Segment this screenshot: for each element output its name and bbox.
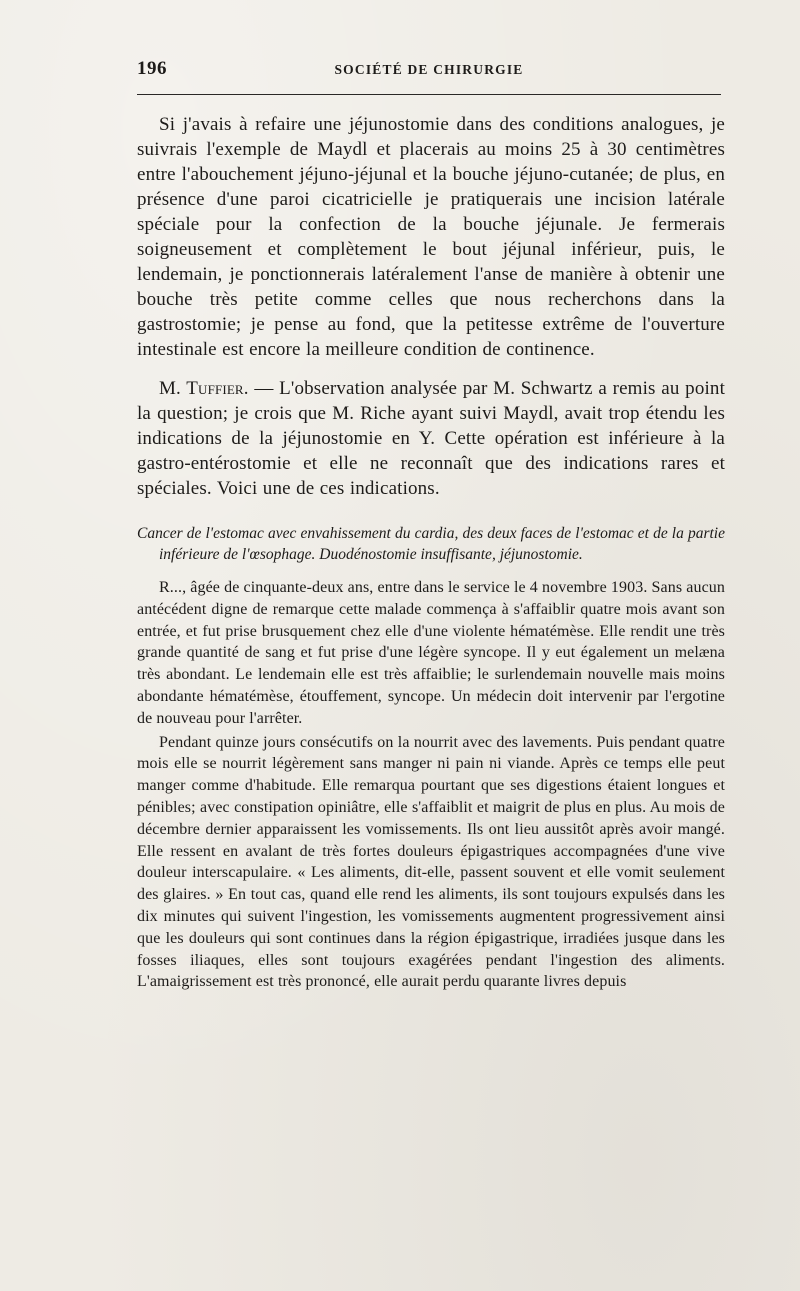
page-header (137, 56, 721, 86)
paragraph-jejunostomy-opinion: Si j'avais à refaire une jéjunostomie dans des conditions analogues, je suivrais l'exemple de Maydl et placerais au moins 25 à 30 centimètres entre l'abouchement jéjuno-jéjunal et la bouche jéjuno-cutanée; de plus, en présence d'une paroi cicatricielle je pratiquerais une incision latérale spéciale pour la confection de la bouche jéjunale. Je fermerais soigneusement et complètement le bout jéjunal inférieur, puis, le lendemain, je ponctionnerais latéralement l'anse de manière à obtenir une bouche très petite comme celles que nous recherchons dans la gastrostomie; je pense au fond, que la petitesse extrême de l'ouverture intestinale est encore la meilleure condition de continence. (137, 114, 725, 360)
speaker-name: M. Tuffier. (159, 378, 249, 399)
paragraph-case-history: R..., âgée de cinquante-deux ans, entre dans le service le 4 novembre 1903. Sans aucun antécédent digne de remarque cette malade commença à s'affaiblir quatre mois avant son entrée, et fut prise brusquement chez elle d'une violente hématémèse. Elle rendit une très grande quantité de sang et fut prise d'une légère syncope. Il y eut également un melæna très abondant. Le lendemain elle est très affaiblie; le surlendemain nouvelle mais moins abondante hématémèse, étouffement, syncope. Un médecin doit intervenir par l'ergotine de nouveau pour l'arrêter. (137, 579, 725, 727)
case-title: Cancer de l'estomac avec envahissement du cardia, des deux faces de l'estomac et de la partie inférieure de l'œsophage. Duodénostomie insuffisante, jéjunostomie. (137, 525, 725, 563)
page-number: 196 (137, 58, 167, 79)
header-rule (137, 94, 721, 95)
running-title: SOCIÉTÉ DE CHIRURGIE (334, 62, 524, 77)
main-text-block (137, 112, 725, 501)
paragraph-case-symptoms: Pendant quinze jours consécutifs on la nourrit avec des lavements. Puis pendant quatre mois elle se nourrit légèrement sans manger ni pain ni viande. Après ce temps elle peut manger comme d'habitude. Elle remarqua pourtant que ses digestions étaient longues et pénibles; avec constipation opiniâtre, elle s'affaiblit et maigrit de plus en plus. Au mois de décembre dernier apparaissent les vomissements. Ils ont lieu aussitôt après avoir mangé. Elle ressent en avalant de très fortes douleurs épigastriques accompagnées d'une vive douleur interscapulaire. « Les aliments, dit-elle, passent souvent et elle vomit seulement des glaires. » En tout cas, quand elle rend les aliments, ils sont toujours expulsés dans les dix minutes qui suivent l'ingestion, les vomissements augmentent progressivement ainsi que les douleurs qui sont continues dans la région épigastrique, irradiées jusque dans les fosses iliaques, elles sont toujours exagérées pendant l'ingestion des aliments. L'amaigrissement est très prononcé, elle aurait perdu quarante livres depuis (137, 733, 725, 991)
body-text (137, 112, 725, 993)
speaker-remarks: — L'observation analysée par M. Schwartz a remis au point la question; je crois que M. Riche ayant suivi Maydl, avait trop étendu les indications de la jéjunostomie en Y. Cette opération est inférieure à la gastro-entérostomie et elle ne reconnaît que des indications rares et spéciales. Voici une de ces indications. (137, 378, 725, 499)
paragraph-tuffier-remarks (137, 376, 725, 501)
